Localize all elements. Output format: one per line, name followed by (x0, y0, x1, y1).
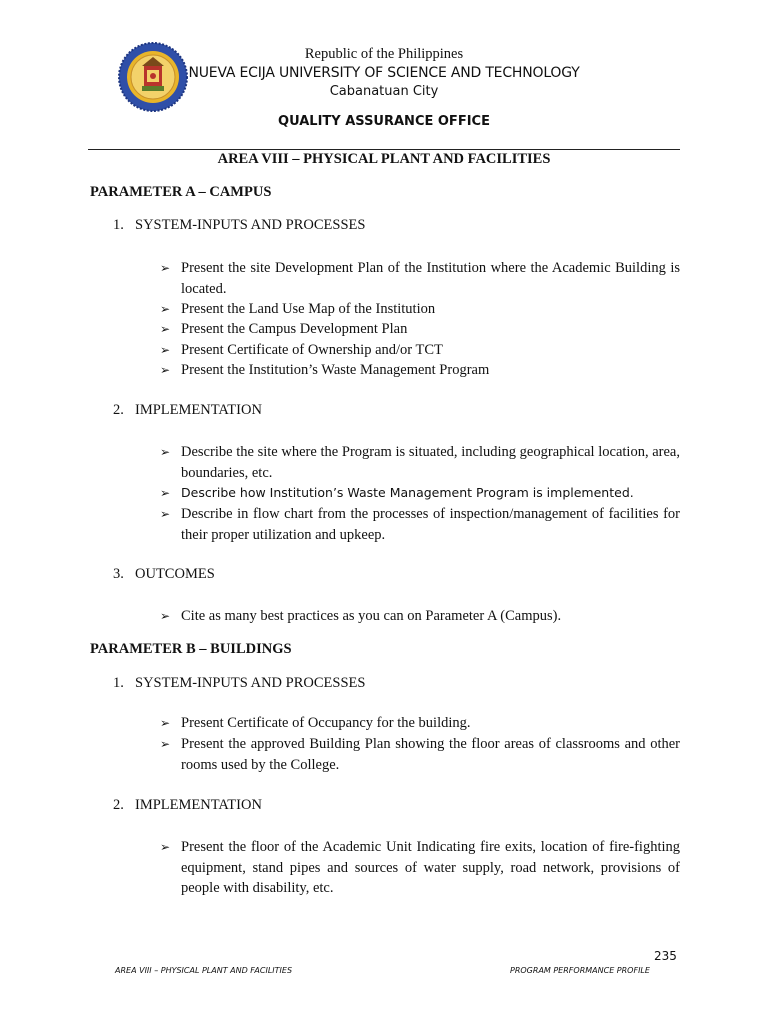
list-item-text: Present the site Development Plan of the Institution where the Academic Building is located. (181, 260, 680, 297)
list-item (160, 734, 680, 775)
list-item-text: Present Certificate of Ownership and/or TCT (181, 342, 443, 358)
section-heading (113, 797, 262, 814)
section-number: 1. (113, 675, 124, 691)
section-heading (113, 675, 365, 692)
list-item-text: Describe in flow chart from the processes of inspection/management of facilities for their proper utilization and upkeep. (181, 506, 680, 543)
arrow-bullet-icon: ➢ (160, 716, 171, 730)
arrow-bullet-icon: ➢ (160, 486, 171, 500)
area-title: AREA VIII – PHYSICAL PLANT AND FACILITIES (217, 151, 551, 167)
page-number: 235 (654, 949, 677, 963)
list-item (160, 442, 680, 483)
section-number: 2. (113, 797, 124, 813)
list-item (160, 483, 680, 504)
section-title: SYSTEM-INPUTS AND PROCESSES (135, 217, 366, 233)
list-item-text: Present the floor of the Academic Unit Indicating fire exits, location of fire-fighting equipment, stand pipes and sources of water supply, road network, provisions of people with disability, etc. (181, 839, 680, 896)
section-title: IMPLEMENTATION (135, 797, 262, 813)
section-number: 3. (113, 566, 124, 582)
header-divider (88, 149, 680, 150)
header-republic: Republic of the Philippines (304, 46, 464, 62)
section-heading (113, 217, 365, 234)
list-item (160, 340, 680, 361)
list-item-text: Present the Institution’s Waste Management Program (181, 362, 490, 378)
section-title: IMPLEMENTATION (135, 402, 262, 418)
list-item-text: Describe how Institution’s Waste Management Program is implemented. (181, 485, 634, 500)
section-heading (113, 566, 215, 583)
arrow-bullet-icon: ➢ (160, 737, 171, 751)
list-item (160, 837, 680, 899)
list-item (160, 360, 680, 381)
arrow-bullet-icon: ➢ (160, 840, 171, 854)
list-item-text: Cite as many best practices as you can on Parameter A (Campus). (181, 608, 562, 624)
section-number: 2. (113, 402, 124, 418)
parameter-b-heading: PARAMETER B – BUILDINGS (90, 641, 292, 657)
header-office: QUALITY ASSURANCE OFFICE (278, 114, 490, 129)
list-item (160, 606, 680, 627)
list-item-text: Describe the site where the Program is situated, including geographical location, area, boundaries, etc. (181, 444, 680, 481)
section-title: SYSTEM-INPUTS AND PROCESSES (135, 675, 366, 691)
arrow-bullet-icon: ➢ (160, 302, 171, 316)
header-city: Cabanatuan City (329, 84, 439, 99)
list-item-text: Present the Campus Development Plan (181, 321, 408, 337)
footer-left-text: AREA VIII – PHYSICAL PLANT AND FACILITIES (115, 966, 293, 975)
list-item-text: Present the approved Building Plan showing the floor areas of classrooms and other rooms used by the College. (181, 736, 680, 773)
arrow-bullet-icon: ➢ (160, 609, 171, 623)
list-item (160, 299, 680, 320)
list-item (160, 713, 680, 734)
footer-right-text: PROGRAM PERFORMANCE PROFILE (510, 966, 650, 975)
list-item-text: Present Certificate of Occupancy for the building. (181, 715, 471, 731)
arrow-bullet-icon: ➢ (160, 507, 171, 521)
header-university-name: NUEVA ECIJA UNIVERSITY OF SCIENCE AND TECHNOLOGY (188, 65, 580, 81)
list-item (160, 504, 680, 545)
arrow-bullet-icon: ➢ (160, 445, 171, 459)
arrow-bullet-icon: ➢ (160, 363, 171, 377)
section-number: 1. (113, 217, 124, 233)
section-heading (113, 402, 262, 419)
list-item (160, 258, 680, 299)
list-item-text: Present the Land Use Map of the Institution (181, 301, 436, 317)
section-title: OUTCOMES (135, 566, 215, 582)
arrow-bullet-icon: ➢ (160, 322, 171, 336)
arrow-bullet-icon: ➢ (160, 261, 171, 275)
list-item (160, 319, 680, 340)
parameter-a-heading: PARAMETER A – CAMPUS (90, 184, 272, 200)
arrow-bullet-icon: ➢ (160, 343, 171, 357)
